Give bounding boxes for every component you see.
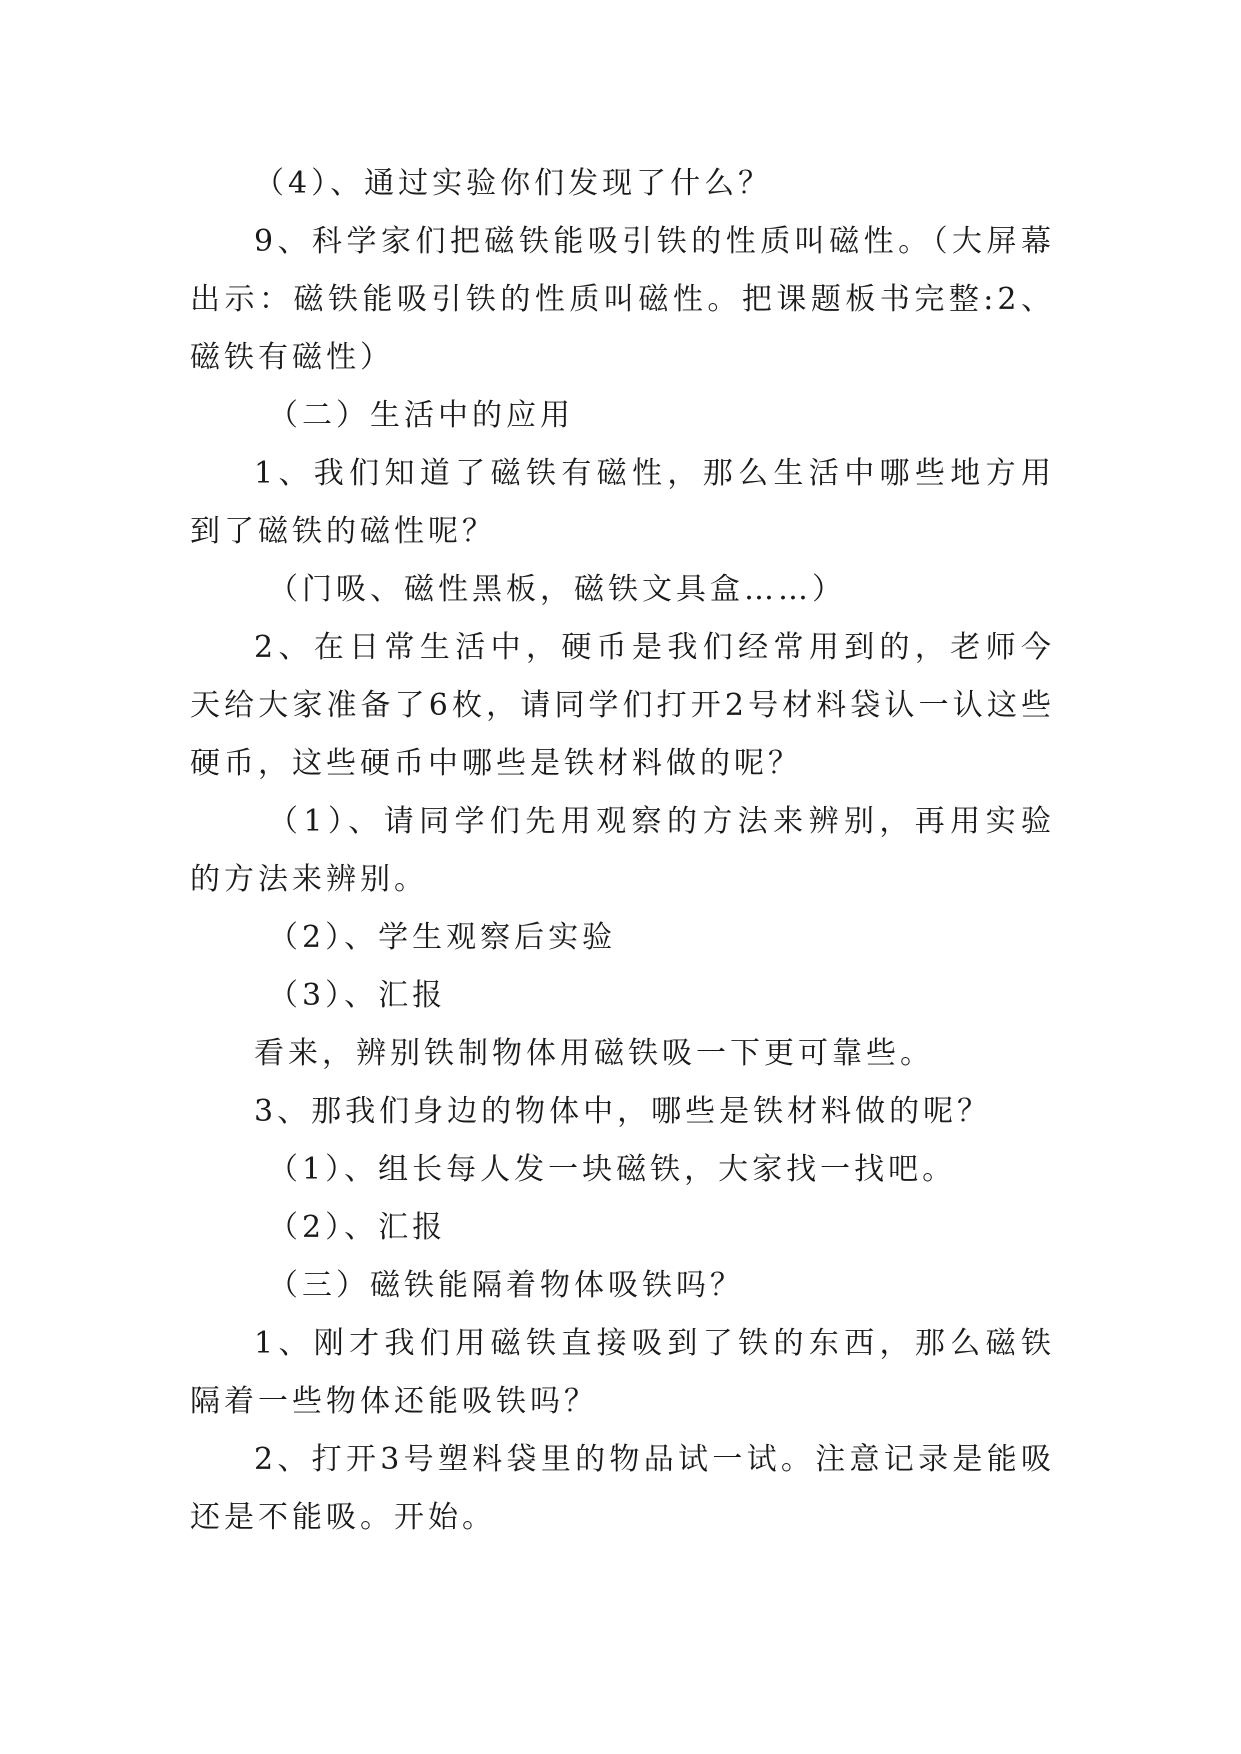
paragraph-coins: 2、在日常生活中，硬币是我们经常用到的，老师今天给大家准备了6枚，请同学们打开2号材料袋认一认这些硬币，这些硬币中哪些是铁材料做的呢？ [190,630,1055,781]
paragraph-coins-step-3: （3）、汇报 [268,978,447,1013]
paragraph-through-objects-activity: 2、打开3号塑料袋里的物品试一试。注意记录是能吸还是不能吸。开始。 [190,1442,1055,1535]
paragraph-life-question: 1、我们知道了磁铁有磁性，那么生活中哪些地方用到了磁铁的磁性呢？ [190,456,1055,549]
paragraph-surrounding-step-2: （2）、汇报 [268,1210,447,1245]
paragraph-life-examples: （门吸、磁性黑板，磁铁文具盒……） [268,572,846,607]
paragraph-coins-step-1: （1）、请同学们先用观察的方法来辨别，再用实验的方法来辨别。 [190,804,1055,897]
paragraph-surrounding-step-1: （1）、组长每人发一块磁铁，大家找一找吧。 [268,1152,957,1187]
paragraph-coins-conclusion: 看来，辨别铁制物体用磁铁吸一下更可靠些。 [254,1036,934,1071]
paragraph-experiment-finding: （4）、通过实验你们发现了什么？ [254,166,773,201]
paragraph-surrounding-objects: 3、那我们身边的物体中，哪些是铁材料做的呢？ [254,1094,992,1129]
paragraph-through-objects-question: 1、刚才我们用磁铁直接吸到了铁的东西，那么磁铁隔着一些物体还能吸铁吗？ [190,1326,1055,1419]
paragraph-magnetism-definition: 9、科学家们把磁铁能吸引铁的性质叫磁性。（大屏幕出示：磁铁能吸引铁的性质叫磁性。把课题板书完整:2、磁铁有磁性） [190,224,1055,375]
section-heading-through-objects: （三）磁铁能隔着物体吸铁吗？ [268,1268,744,1303]
section-heading-life-application: （二）生活中的应用 [268,398,574,433]
paragraph-coins-step-2: （2）、学生观察后实验 [268,920,617,955]
document-body [190,155,1055,1547]
